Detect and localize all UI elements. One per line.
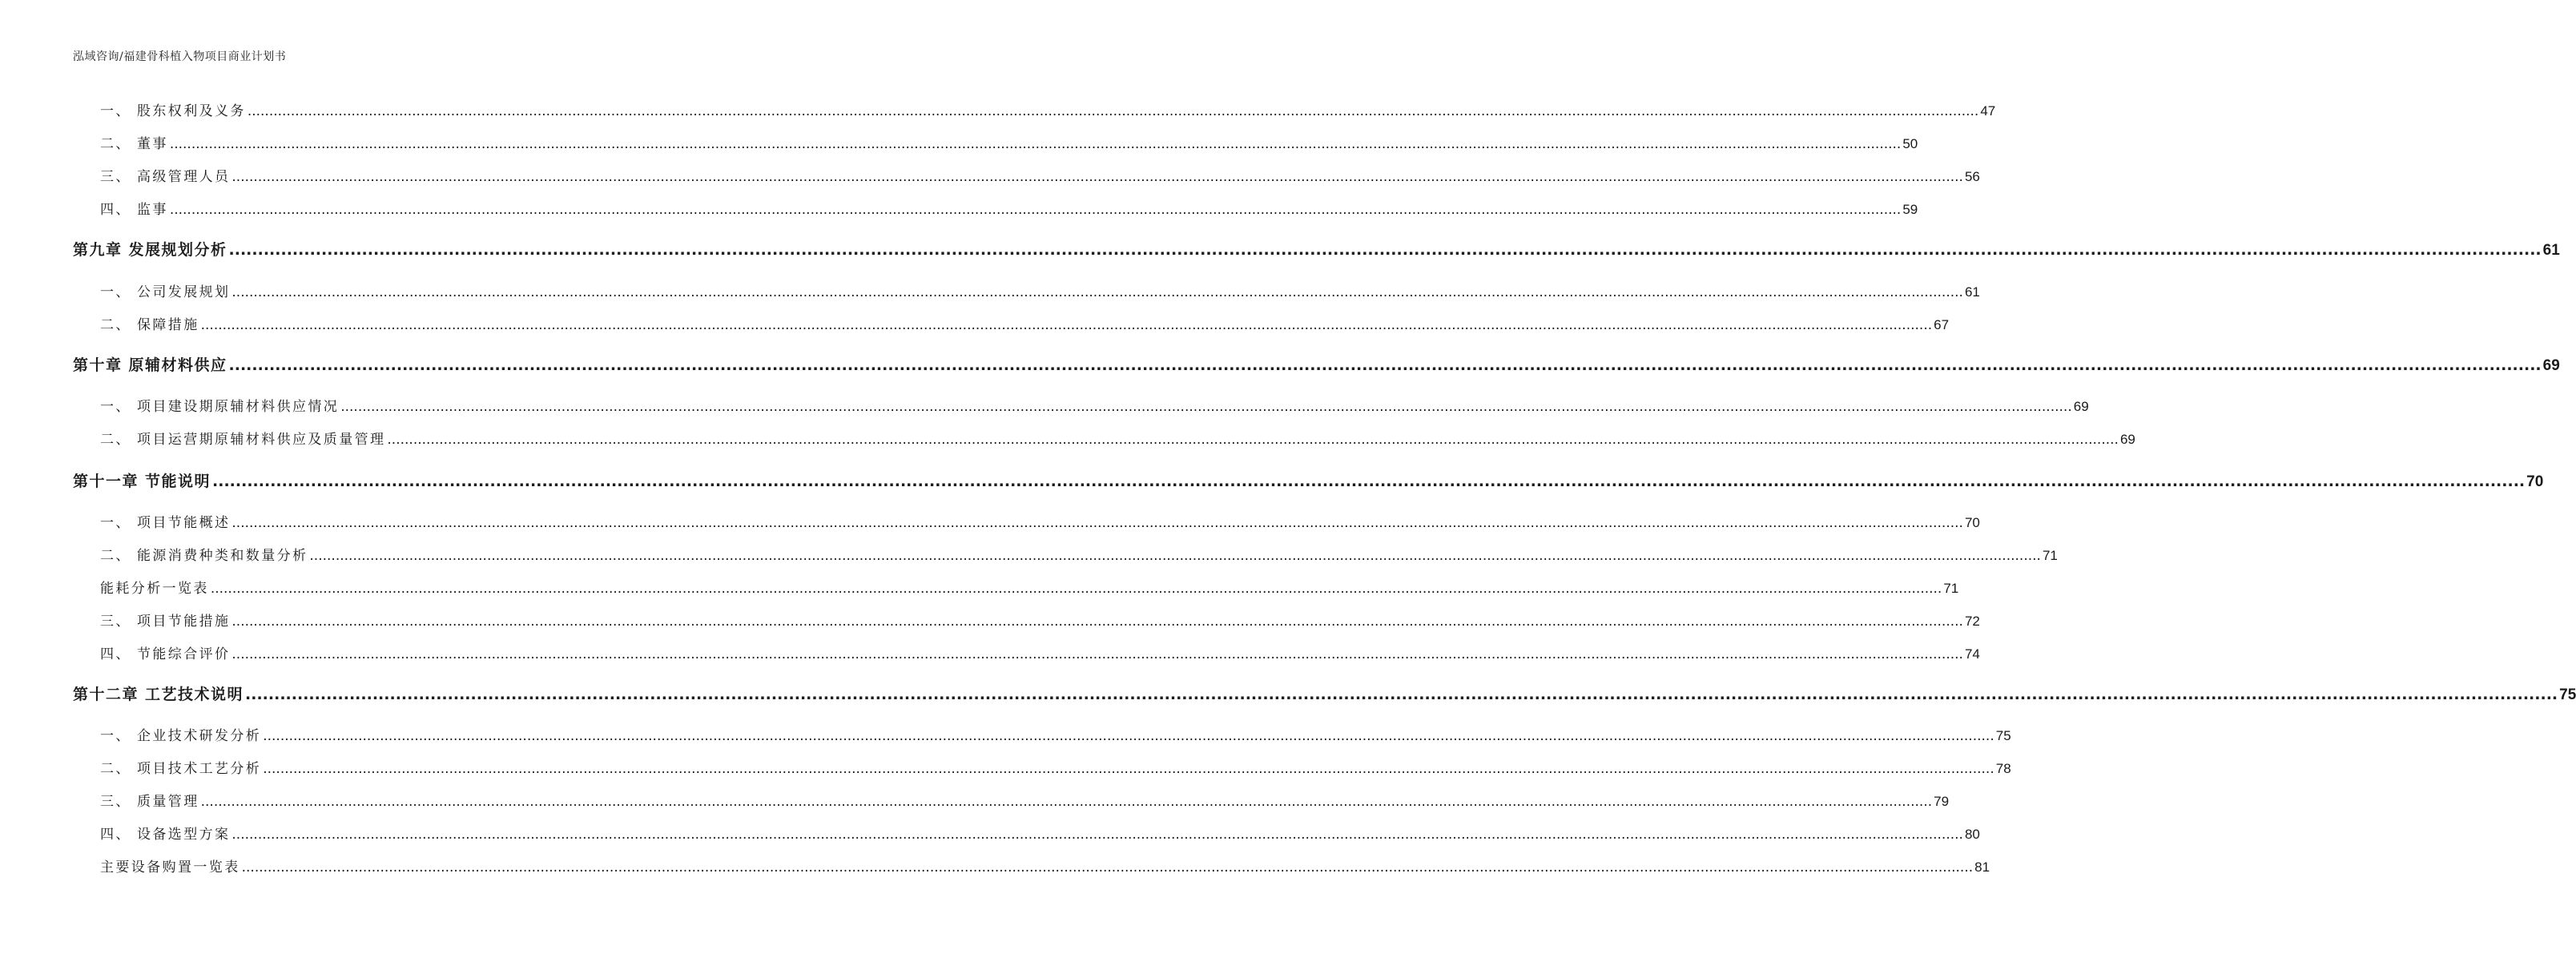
toc-entry[interactable]	[100, 313, 1950, 333]
toc-title: 股东权利及义务	[137, 103, 246, 119]
toc-chapter[interactable]	[73, 469, 2544, 491]
toc-title: 保障措施	[137, 317, 199, 333]
toc-title: 项目运营期原辅材料供应及质量管理	[137, 432, 386, 448]
toc-label	[73, 238, 227, 260]
toc-page-number: 70	[1964, 515, 1980, 530]
toc-label	[100, 610, 230, 630]
toc-leader-dots: ................................................................................................................................................................................................................................................................................................................................................................................................................	[228, 356, 2542, 374]
toc-number: 四、	[100, 646, 131, 662]
toc-leader-dots: ................................................................................................................................................................................................................................................................................................................................................................................................................	[200, 317, 1933, 333]
toc-entry[interactable]	[100, 610, 1980, 630]
toc-title: 监事	[137, 202, 168, 218]
toc-number: 第十章	[73, 356, 123, 374]
toc-page-number: 47	[1980, 103, 1996, 119]
toc-label	[100, 428, 385, 448]
toc-leader-dots: ................................................................................................................................................................................................................................................................................................................................................................................................................	[200, 794, 1933, 810]
toc-leader-dots: ................................................................................................................................................................................................................................................................................................................................................................................................................	[231, 614, 1963, 630]
toc-label	[100, 511, 230, 531]
toc-label	[100, 280, 230, 300]
toc-page-number: 67	[1934, 317, 1950, 332]
toc-title: 高级管理人员	[137, 169, 231, 185]
toc-entry[interactable]	[100, 198, 1918, 218]
toc-leader-dots: ................................................................................................................................................................................................................................................................................................................................................................................................................	[387, 432, 2119, 448]
toc-title: 原辅材料供应	[128, 356, 227, 374]
toc-leader-dots: ................................................................................................................................................................................................................................................................................................................................................................................................................	[231, 646, 1963, 662]
toc-label	[73, 682, 244, 704]
toc-entry[interactable]	[100, 642, 1980, 662]
toc-label	[100, 198, 168, 218]
toc-page-number: 80	[1964, 827, 1980, 842]
toc-page-number: 75	[1995, 728, 2011, 743]
toc-title: 能源消费种类和数量分析	[137, 548, 308, 564]
toc-label	[100, 165, 230, 185]
toc-leader-dots: ................................................................................................................................................................................................................................................................................................................................................................................................................	[169, 136, 1902, 152]
toc-leader-dots: ................................................................................................................................................................................................................................................................................................................................................................................................................	[263, 728, 1994, 744]
toc-leader-dots: ................................................................................................................................................................................................................................................................................................................................................................................................................	[340, 399, 2072, 415]
toc-leader-dots: ................................................................................................................................................................................................................................................................................................................................................................................................................	[263, 761, 1994, 777]
toc-number: 三、	[100, 794, 131, 810]
toc-chapter[interactable]	[73, 682, 2576, 704]
toc-leader-dots: ................................................................................................................................................................................................................................................................................................................................................................................................................	[228, 241, 2542, 259]
toc-chapter[interactable]	[73, 353, 2560, 375]
toc-page-number: 74	[1964, 646, 1980, 662]
toc-number: 二、	[100, 761, 131, 777]
toc-leader-dots: ................................................................................................................................................................................................................................................................................................................................................................................................................	[309, 548, 2041, 564]
toc-page-number: 72	[1964, 614, 1980, 629]
toc-title: 项目节能措施	[137, 614, 231, 630]
toc-leader-dots: ................................................................................................................................................................................................................................................................................................................................................................................................................	[247, 103, 1979, 119]
toc-label	[100, 132, 168, 152]
toc-entry[interactable]	[100, 544, 2058, 564]
toc-entry[interactable]	[100, 99, 1996, 119]
toc-label	[100, 642, 230, 662]
toc-chapter[interactable]	[73, 238, 2560, 260]
toc-title: 主要设备购置一览表	[100, 859, 240, 876]
toc-number: 一、	[100, 103, 131, 119]
toc-title: 项目节能概述	[137, 515, 231, 531]
toc-entry[interactable]	[100, 165, 1980, 185]
toc-page-number: 61	[1964, 284, 1980, 300]
toc-label	[73, 353, 227, 375]
toc-label	[100, 99, 246, 119]
running-header: 泓域咨询/福建骨科植入物项目商业计划书	[73, 50, 287, 63]
toc-label	[73, 469, 211, 491]
toc-title: 能耗分析一览表	[100, 581, 209, 597]
toc-label	[100, 823, 230, 843]
toc-page-number: 69	[2073, 399, 2089, 414]
toc-number: 第九章	[73, 241, 123, 259]
toc-number: 第十二章	[73, 686, 139, 703]
toc-page-number: 50	[1902, 136, 1918, 151]
toc-title: 公司发展规划	[137, 284, 231, 300]
toc-leader-dots: ................................................................................................................................................................................................................................................................................................................................................................................................................	[210, 581, 1942, 597]
toc-page-number: 56	[1964, 169, 1980, 184]
toc-label	[100, 790, 199, 810]
toc-leader-dots: ................................................................................................................................................................................................................................................................................................................................................................................................................	[231, 169, 1963, 185]
toc-number: 四、	[100, 827, 131, 843]
toc-number: 第十一章	[73, 473, 139, 490]
toc-label	[100, 395, 339, 415]
toc-page-number: 78	[1995, 761, 2011, 776]
toc-page-number: 70	[2526, 473, 2544, 490]
toc-page-number: 69	[2542, 357, 2560, 374]
toc-label	[100, 577, 209, 597]
toc-label	[100, 757, 261, 777]
toc-page-number: 71	[2042, 548, 2058, 563]
toc-number: 二、	[100, 548, 131, 564]
toc-leader-dots: ................................................................................................................................................................................................................................................................................................................................................................................................................	[231, 827, 1963, 843]
toc-entry[interactable]	[100, 790, 1950, 810]
toc-number: 一、	[100, 728, 131, 744]
toc-label	[100, 855, 240, 876]
toc-title: 项目技术工艺分析	[137, 761, 262, 777]
toc-leader-dots: ................................................................................................................................................................................................................................................................................................................................................................................................................	[169, 202, 1902, 218]
toc-leader-dots: ................................................................................................................................................................................................................................................................................................................................................................................................................	[212, 473, 2526, 490]
toc-page-number: 81	[1974, 859, 1990, 875]
toc-leader-dots: ................................................................................................................................................................................................................................................................................................................................................................................................................	[231, 515, 1963, 531]
toc-entry[interactable]	[100, 823, 1980, 843]
toc-number: 二、	[100, 136, 131, 152]
toc-number: 四、	[100, 202, 131, 218]
toc-label	[100, 724, 261, 744]
toc-leader-dots: ................................................................................................................................................................................................................................................................................................................................................................................................................	[241, 859, 1974, 876]
toc-entry[interactable]	[100, 855, 1990, 876]
toc-title: 节能说明	[145, 473, 211, 490]
toc-page-number: 69	[2119, 432, 2135, 447]
toc-title: 质量管理	[137, 794, 199, 810]
toc-title: 设备选型方案	[137, 827, 231, 843]
toc-page-number: 71	[1943, 581, 1959, 596]
toc-entry[interactable]	[100, 428, 2135, 448]
toc-title: 项目建设期原辅材料供应情况	[137, 399, 340, 415]
toc-number: 二、	[100, 432, 131, 448]
toc-page-number: 61	[2542, 242, 2560, 259]
toc-number: 二、	[100, 317, 131, 333]
toc-number: 三、	[100, 169, 131, 185]
toc-title: 发展规划分析	[128, 241, 227, 259]
toc-number: 三、	[100, 614, 131, 630]
toc-entry[interactable]	[100, 577, 1959, 597]
toc-label	[100, 544, 308, 564]
toc-page-number: 79	[1934, 794, 1950, 809]
toc-title: 工艺技术说明	[145, 686, 244, 703]
toc-entry[interactable]	[100, 132, 1918, 152]
toc-entry[interactable]	[100, 757, 2011, 777]
toc-number: 一、	[100, 515, 131, 531]
toc-label	[100, 313, 199, 333]
toc-leader-dots: ................................................................................................................................................................................................................................................................................................................................................................................................................	[245, 686, 2558, 703]
toc-page-number: 75	[2559, 686, 2576, 703]
toc-entry[interactable]	[100, 395, 2089, 415]
toc-title: 董事	[137, 136, 168, 152]
toc-page-number: 59	[1902, 202, 1918, 217]
toc-entry[interactable]	[100, 280, 1980, 300]
toc-entry[interactable]	[100, 511, 1980, 531]
toc-entry[interactable]	[100, 724, 2011, 744]
toc-number: 一、	[100, 284, 131, 300]
toc-title: 企业技术研发分析	[137, 728, 262, 744]
toc-title: 节能综合评价	[137, 646, 231, 662]
toc-leader-dots: ................................................................................................................................................................................................................................................................................................................................................................................................................	[231, 284, 1963, 300]
toc-number: 一、	[100, 399, 131, 415]
